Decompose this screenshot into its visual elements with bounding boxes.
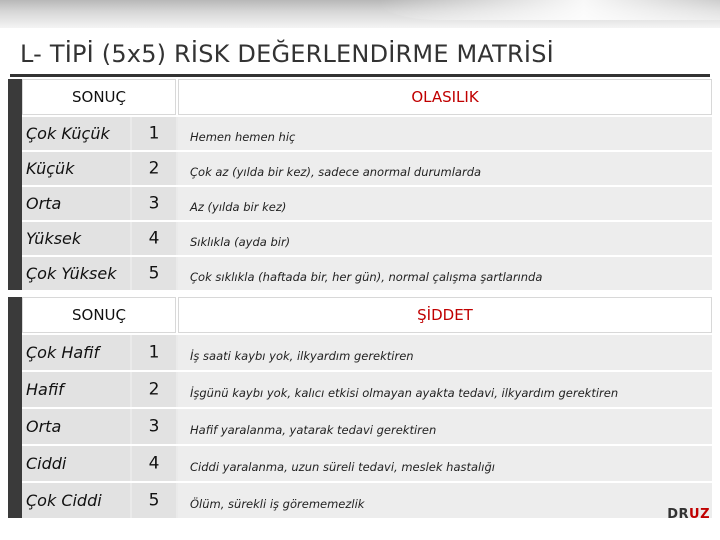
title-underline <box>10 74 710 77</box>
row-value-cell <box>132 152 176 185</box>
olasilik-header-olasilik <box>178 79 712 115</box>
row-description: İşgünü kaybı yok, kalıcı etkisi olmayan ayakta tedavi, ilkyardım gerektiren <box>190 385 619 400</box>
row-name: Hafif <box>26 379 64 399</box>
olasilik-header <box>22 79 712 115</box>
row-name-cell <box>22 187 130 220</box>
row-name-cell <box>22 409 130 444</box>
row-name: Çok Hafif <box>26 342 100 362</box>
row-value: 2 <box>148 379 160 400</box>
page-title: L- TİPİ (5x5) RİSK DEĞERLENDİRME MATRİSİ <box>20 40 554 68</box>
row-description-cell <box>178 372 712 407</box>
table-row <box>22 372 712 407</box>
header-olasilik-label: OLASILIK <box>411 88 479 106</box>
row-value: 1 <box>148 123 160 144</box>
olasilik-rows <box>22 117 712 292</box>
row-description-cell <box>178 257 712 290</box>
siddet-header-sonuc <box>22 297 176 333</box>
row-description: Çok sıklıkla (haftada bir, her gün), normal çalışma şartlarında <box>190 269 543 284</box>
row-value-cell <box>132 335 176 370</box>
table-row <box>22 187 712 220</box>
table-row <box>22 409 712 444</box>
row-value-cell <box>132 372 176 407</box>
row-description: İş saati kaybı yok, ilkyardım gerektiren <box>190 348 414 363</box>
table-row <box>22 117 712 150</box>
table-row <box>22 257 712 290</box>
row-name-cell <box>22 222 130 255</box>
top-swoosh-decoration <box>380 0 720 20</box>
table-row <box>22 222 712 255</box>
row-value: 2 <box>148 158 160 179</box>
row-description-cell <box>178 446 712 481</box>
row-name-cell <box>22 117 130 150</box>
row-name-cell <box>22 372 130 407</box>
row-description: Sıklıkla (ayda bir) <box>190 234 291 249</box>
row-value-cell <box>132 409 176 444</box>
row-value-cell <box>132 483 176 518</box>
row-value-cell <box>132 446 176 481</box>
olasilik-left-bar <box>8 79 22 290</box>
row-name-cell <box>22 335 130 370</box>
row-description: Hemen hemen hiç <box>190 129 296 144</box>
row-name: Çok Küçük <box>26 123 110 143</box>
header-sonuc-label: SONUÇ <box>71 306 126 324</box>
row-name-cell <box>22 446 130 481</box>
row-value-cell <box>132 257 176 290</box>
header-sonuc-label: SONUÇ <box>71 88 126 106</box>
row-description: Çok az (yılda bir kez), sadece anormal durumlarda <box>190 164 482 179</box>
row-name: Çok Yüksek <box>26 263 117 283</box>
row-description: Hafif yaralanma, yatarak tedavi gerektiren <box>190 422 437 437</box>
olasilik-section <box>8 79 712 290</box>
row-value: 5 <box>148 263 160 284</box>
table-row <box>22 335 712 370</box>
row-name-cell <box>22 483 130 518</box>
row-description-cell <box>178 117 712 150</box>
siddet-header-siddet <box>178 297 712 333</box>
row-value: 3 <box>148 193 160 214</box>
row-name: Yüksek <box>26 228 82 248</box>
row-name-cell <box>22 257 130 290</box>
table-row <box>22 483 712 518</box>
row-description-cell <box>178 409 712 444</box>
row-value-cell <box>132 187 176 220</box>
brand-part-2: UZ <box>689 507 710 522</box>
row-value: 5 <box>148 490 160 511</box>
siddet-header <box>22 297 712 333</box>
row-description-cell <box>178 483 712 518</box>
row-description: Ciddi yaralanma, uzun süreli tedavi, meslek hastalığı <box>190 459 495 474</box>
row-value: 1 <box>148 342 160 363</box>
row-description: Az (yılda bir kez) <box>190 199 287 214</box>
row-description-cell <box>178 335 712 370</box>
table-row <box>22 152 712 185</box>
row-description: Ölüm, sürekli iş görememezlik <box>190 496 365 511</box>
row-value-cell <box>132 117 176 150</box>
brand-part-1: DR <box>667 507 690 522</box>
row-name: Orta <box>26 193 62 213</box>
table-row <box>22 446 712 481</box>
row-name: Orta <box>26 416 62 436</box>
siddet-left-bar <box>8 297 22 518</box>
olasilik-header-sonuc <box>22 79 176 115</box>
row-value: 3 <box>148 416 160 437</box>
brand-logo <box>667 507 710 522</box>
row-value-cell <box>132 222 176 255</box>
row-value: 4 <box>148 228 160 249</box>
row-name-cell <box>22 152 130 185</box>
row-name: Çok Ciddi <box>26 490 102 510</box>
siddet-rows <box>22 335 712 520</box>
row-name: Küçük <box>26 158 75 178</box>
row-value: 4 <box>148 453 160 474</box>
row-description-cell <box>178 222 712 255</box>
olasilik-table <box>8 79 712 290</box>
row-description-cell <box>178 187 712 220</box>
siddet-section <box>8 297 712 518</box>
row-description-cell <box>178 152 712 185</box>
siddet-table <box>8 297 712 518</box>
row-name: Ciddi <box>26 453 67 473</box>
header-siddet-label: ŞİDDET <box>417 306 473 324</box>
